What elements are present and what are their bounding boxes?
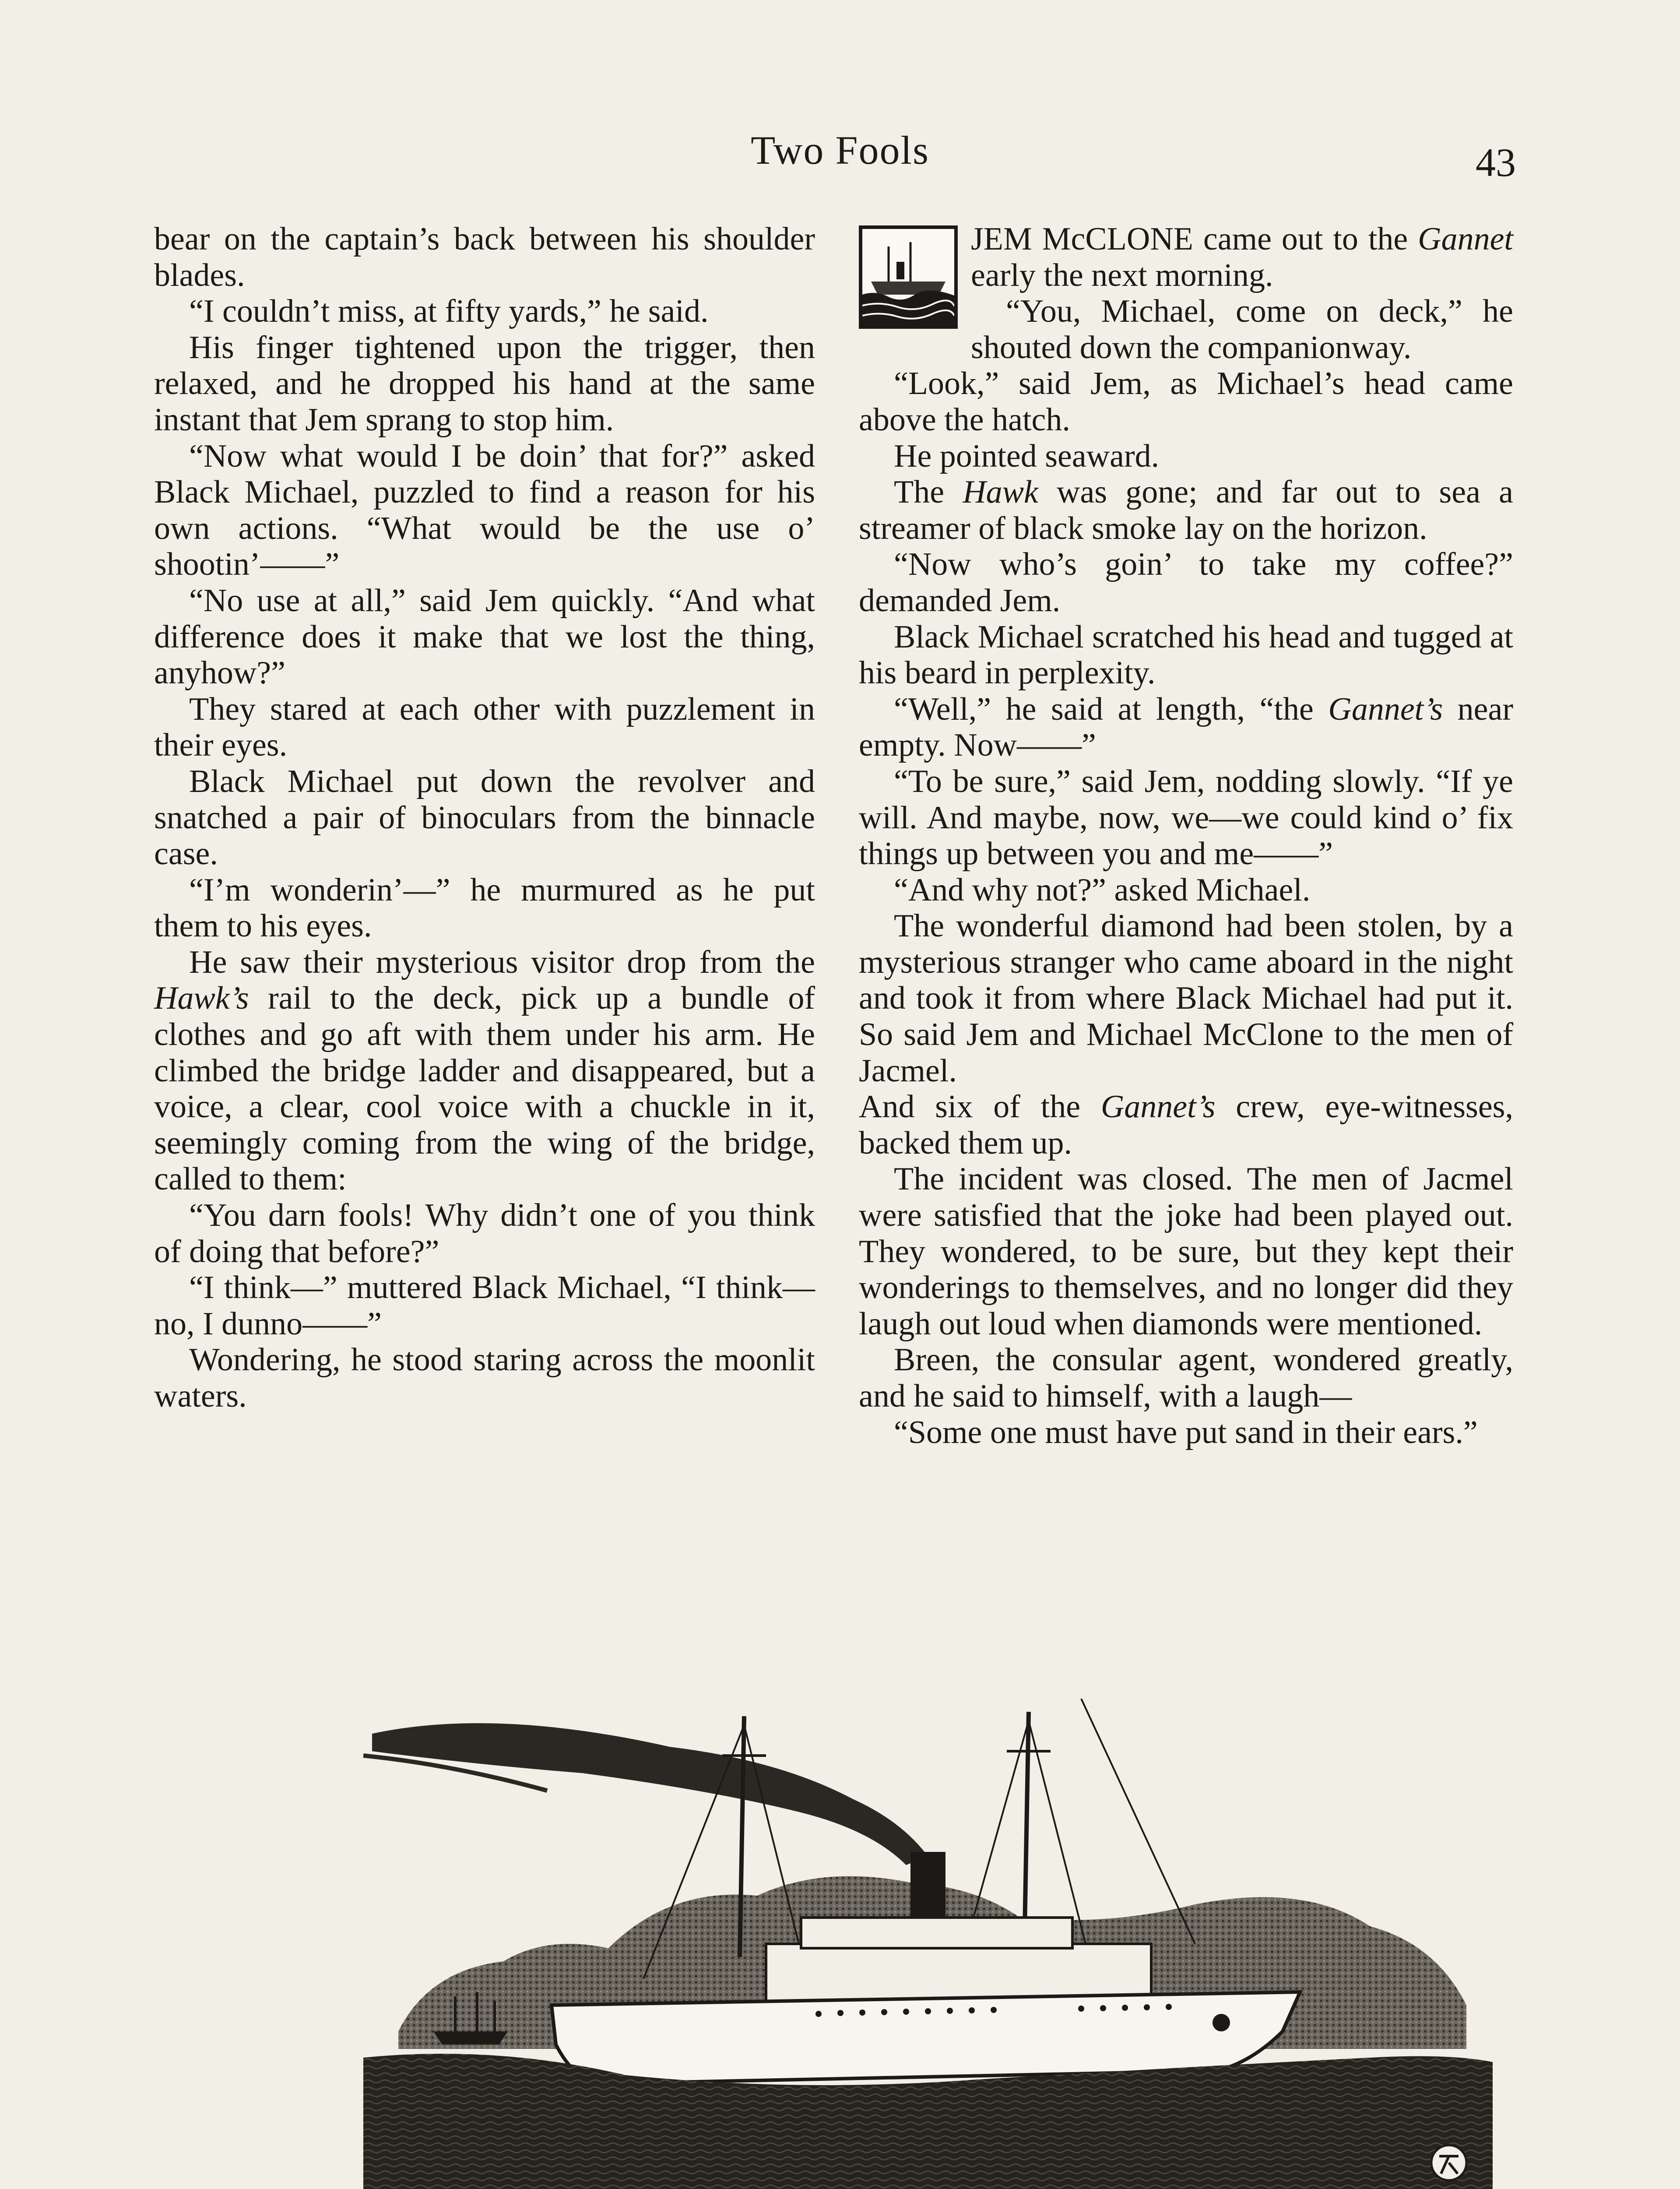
paragraph: “Now what would I be doin’ that for?” asked Black Michael, puzzled to find a reason for his own actions. “What would be the use o’ shootin’——” [154,438,815,583]
paragraph: JEM McCLONE came out to the Gannet early the next morning. [971,221,1513,293]
paragraph: “Some one must have put sand in their ears.” [894,1414,1478,1450]
paragraph: The wonderful diamond had been stolen, by a mysterious stranger who came aboard in the night and took it from where Black Michael had put it. So said Jem and Michael McClone to the men of Jacmel. [859,908,1513,1089]
paragraph: The Hawk was gone; and far out to sea a streamer of black smoke lay on the horizon. [859,474,1513,546]
right-text-column [859,221,1513,1450]
paragraph: The incident was closed. The men of Jacmel were satisfied that the joke had been played out. They wondered, to be sure, but they kept their wonderings to themselves, and no longer did they laugh out loud when diamonds were mentioned. [859,1161,1513,1342]
paragraph: “Well,” he said at length, “the Gannet’s near empty. Now——” [859,691,1513,764]
paragraph: And six of the Gannet’s crew, eye-witnesses, backed them up. [859,1089,1513,1161]
paragraph: “You darn fools! Why didn’t one of you think of doing that before?” [154,1197,815,1270]
paragraph: “I’m wonderin’—” he murmured as he put them to his eyes. [154,872,815,944]
left-text-column [154,221,815,1415]
paragraph: “You, Michael, come on deck,” he shouted down the companionway. [971,293,1513,366]
paragraph: Black Michael put down the revolver and snatched a pair of binoculars from the binnacle case. [154,763,815,872]
paragraph: He saw their mysterious visitor drop from the Hawk’s rail to the deck, pick up a bundle of clothes and go aft with them under his arm. He climbed the bridge ladder and disappeared, but a voice, a clear, cool voice with a chuckle in it, seemingly coming from the wing of the bridge, called to them: [154,944,815,1197]
paragraph: “No use at all,” said Jem quickly. “And what difference does it make that we lost the thing, anyhow?” [154,582,815,691]
running-head-title: Two Fools [751,128,929,172]
paragraph: “To be sure,” said Jem, nodding slowly. “If ye will. And maybe, now, we—we could kind o’ fix things up between you and me——” [859,763,1513,872]
paragraph: “I couldn’t miss, at fifty yards,” he said. [189,293,709,330]
paragraph: Wondering, he stood staring across the moonlit waters. [154,1342,815,1414]
paragraph: “Now who’s goin’ to take my coffee?” demanded Jem. [859,546,1513,619]
paragraph: They stared at each other with puzzlement in their eyes. [154,691,815,764]
paragraph: “Look,” said Jem, as Michael’s head came above the hatch. [859,366,1513,438]
paragraph: “And why not?” asked Michael. [894,872,1311,908]
paragraph: “I think—” muttered Black Michael, “I think—no, I dunno——” [154,1270,815,1342]
page-number: 43 [1476,140,1516,185]
paragraph: Breen, the consular agent, wondered greatly, and he said to himself, with a laugh— [859,1342,1513,1414]
paragraph: Black Michael scratched his head and tugged at his beard in perplexity. [859,619,1513,691]
paragraph: bear on the captain’s back between his shoulder blades. [154,221,815,293]
paragraph: He pointed seaward. [894,438,1160,474]
ship-vignette-icon [859,225,958,329]
paragraph: His finger tightened upon the trigger, then relaxed, and he dropped his hand at the same instant that Jem sprang to stop him. [154,329,815,438]
steamship-illustration [363,1699,1497,2189]
